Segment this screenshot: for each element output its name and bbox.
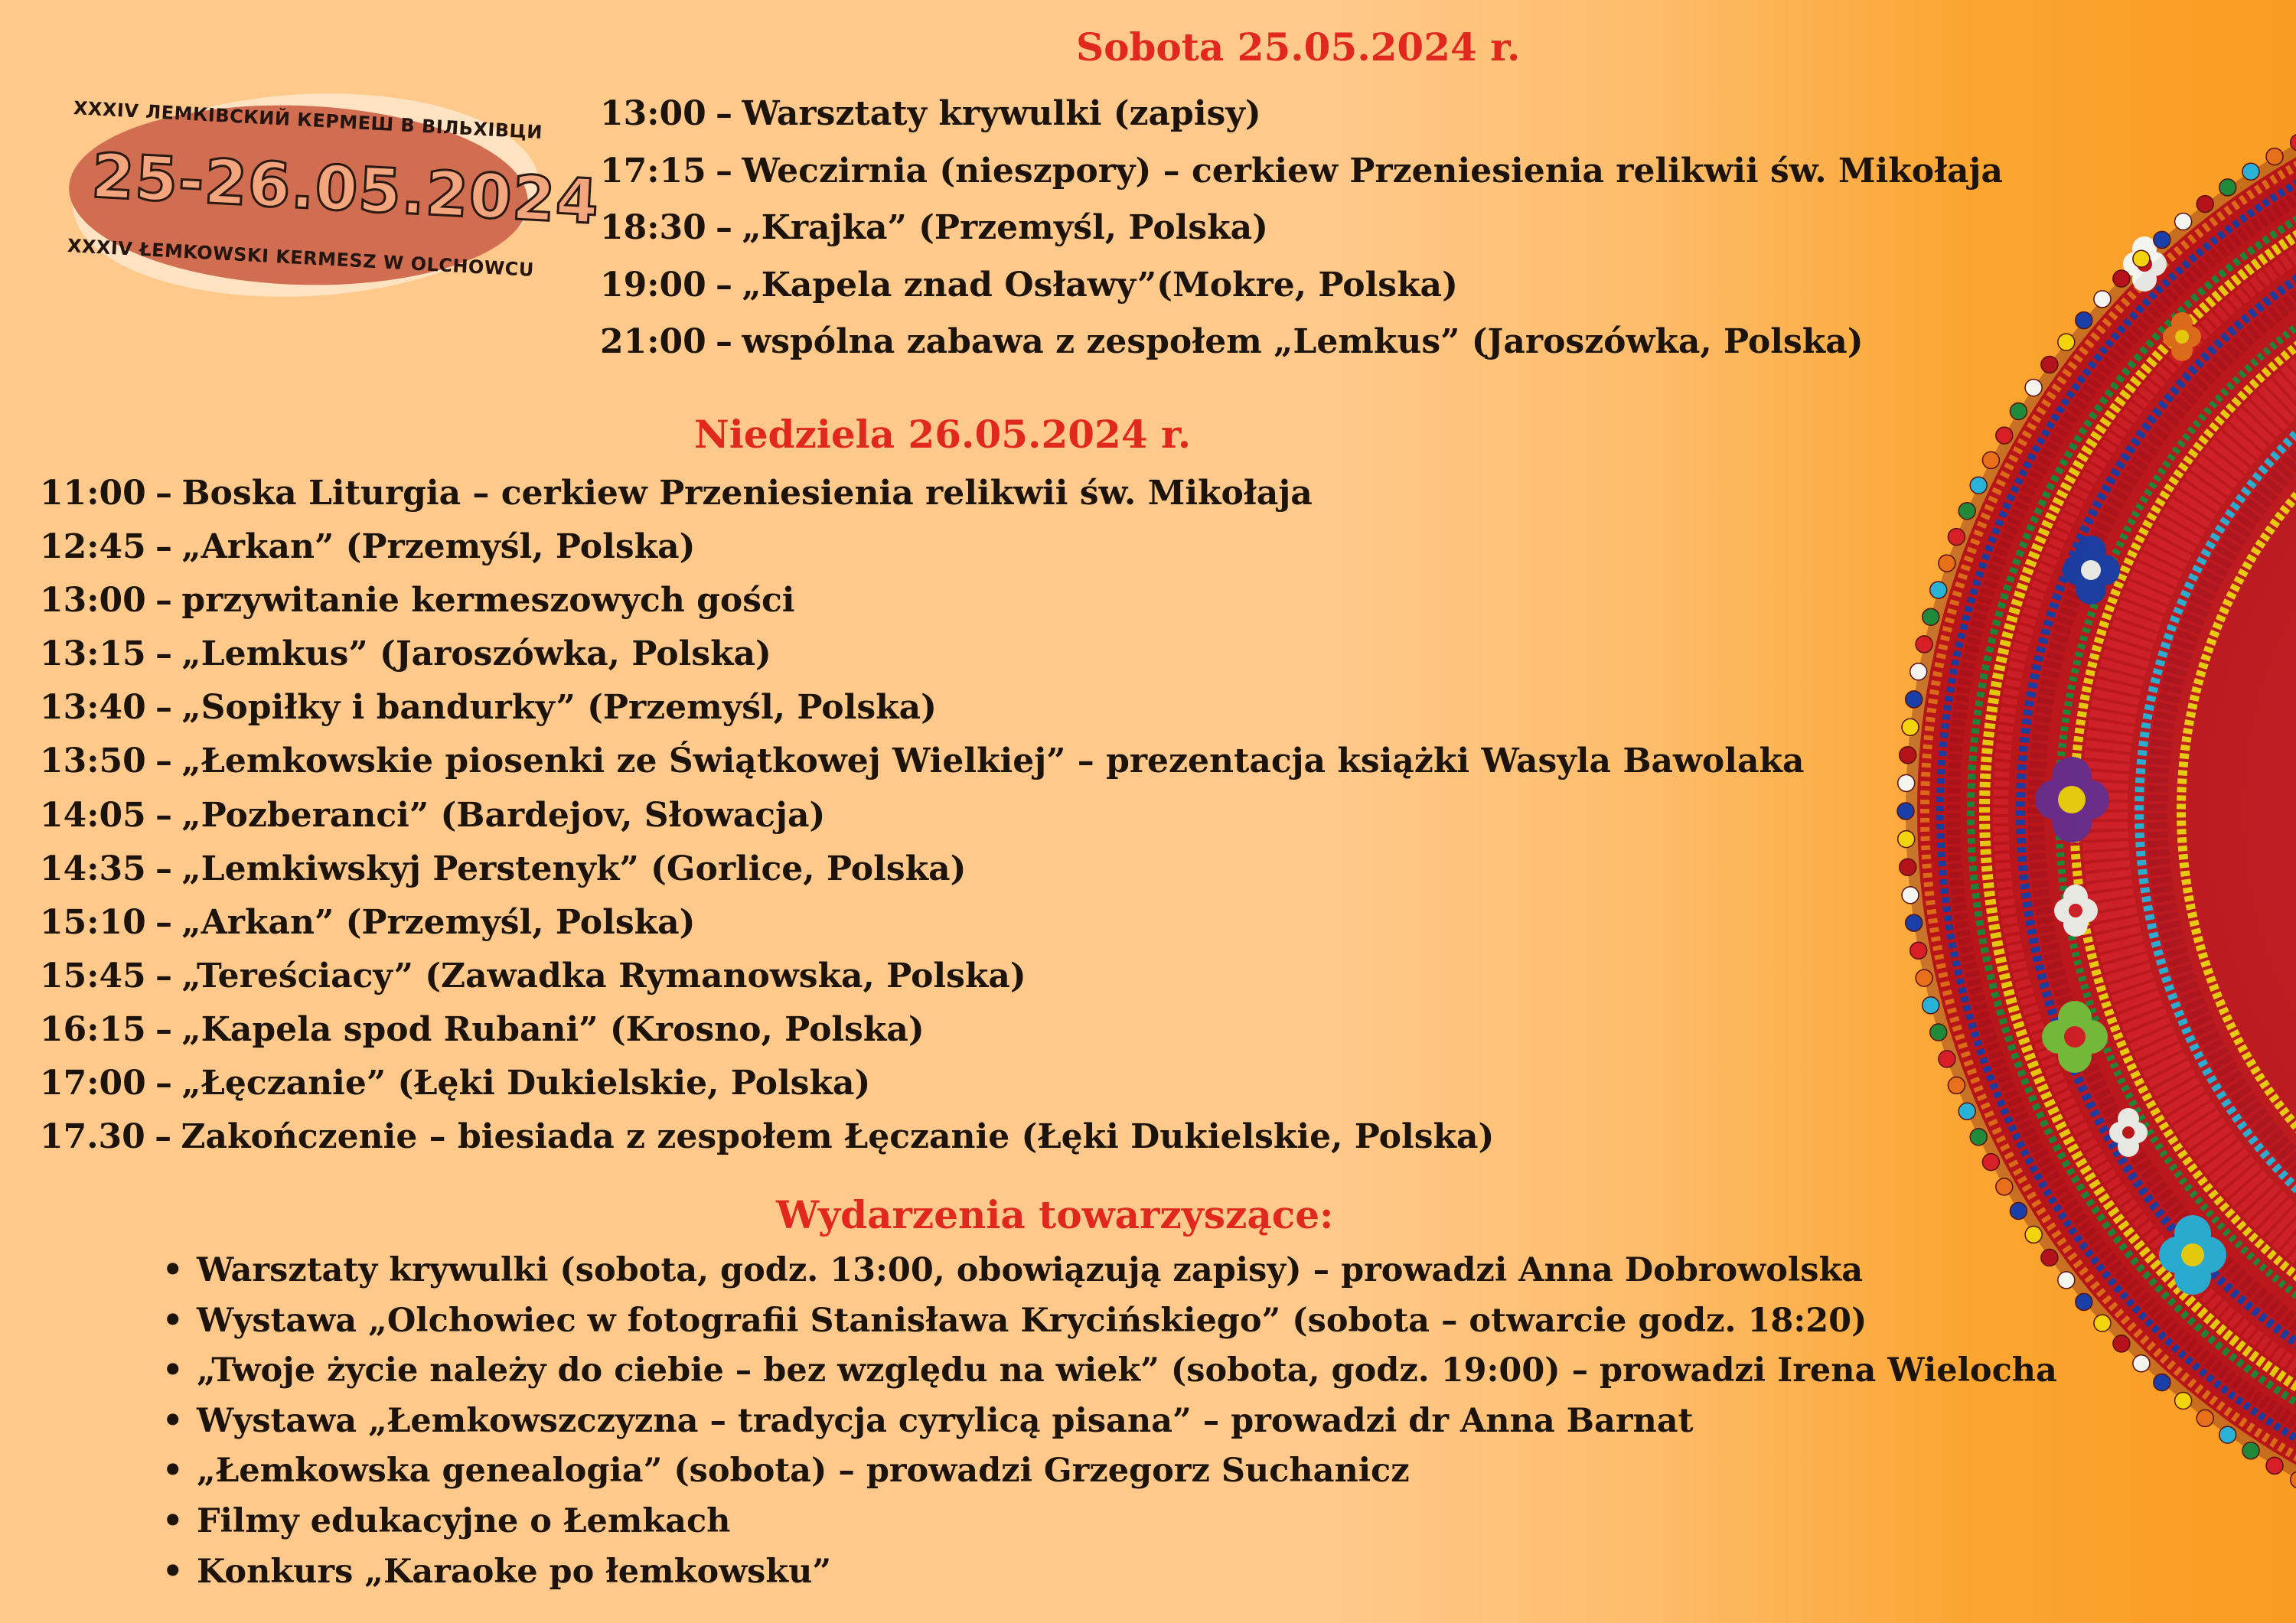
- schedule-text: przywitanie kermeszowych gości: [181, 581, 795, 621]
- schedule-text: Boska Liturgia – cerkiew Przeniesienia relikwii św. Mikołaja: [181, 474, 1313, 513]
- schedule-text: „Kapela znad Osławy”(Mokre, Polska): [742, 265, 1458, 305]
- fringe-bead: [1906, 914, 1923, 931]
- fringe-bead: [2266, 148, 2283, 165]
- schedule-text: „Krajka” (Przemyśl, Polska): [742, 208, 1268, 247]
- logo-line-top: XXXIV ЛЕМКІВСКИЙ КЕРМЕШ В ВІЛЬХІВЦИ: [73, 97, 543, 144]
- dash: –: [716, 208, 733, 247]
- bullet-icon: •: [162, 1301, 184, 1340]
- schedule-time: 13:50: [40, 741, 146, 781]
- schedule-item: [40, 467, 1805, 520]
- fringe-bead: [1970, 477, 1987, 494]
- bullet-icon: •: [162, 1552, 184, 1591]
- fringe-bead: [2133, 1355, 2150, 1372]
- fringe-bead: [2242, 163, 2259, 180]
- schedule-item: [600, 200, 2003, 257]
- schedule-item: [40, 735, 1805, 788]
- schedule-item: [40, 1110, 1805, 1164]
- fringe-bead: [1996, 427, 2013, 444]
- event-item: [162, 1396, 2057, 1447]
- fringe-bead: [2113, 1335, 2130, 1352]
- fringe-bead: [1939, 555, 1955, 572]
- fringe-bead: [2219, 1426, 2236, 1443]
- fringe-bead: [2010, 403, 2027, 420]
- dash: –: [716, 94, 733, 133]
- schedule-time: 13:00: [40, 581, 146, 621]
- event-text: Wystawa „Łemkowszczyzna – tradycja cyrylicą pisana” – prowadzi dr Anna Barnat: [197, 1401, 1694, 1440]
- fringe-bead: [2058, 334, 2075, 350]
- fringe-bead: [2154, 1374, 2170, 1391]
- fringe-bead: [1916, 636, 1932, 653]
- sunday-heading: Niedziela 26.05.2024 r.: [694, 412, 1192, 457]
- schedule-text: „Sopiłky i bandurky” (Przemyśl, Polska): [181, 688, 937, 728]
- schedule-time: 19:00: [600, 265, 706, 305]
- schedule-text: Zakończenie – biesiada z zespołem Łęczanie (Łęki Dukielskie, Polska): [181, 1117, 1495, 1157]
- fringe-bead: [1906, 691, 1923, 708]
- logo-dates: 25-26.05.2024: [90, 140, 602, 238]
- schedule-text: „Arkan” (Przemyśl, Polska): [181, 527, 696, 567]
- fringe-bead: [2113, 270, 2130, 287]
- schedule-item: [40, 1003, 1805, 1057]
- fringe-bead: [1948, 529, 1965, 546]
- event-item: [162, 1446, 2057, 1497]
- dash: –: [155, 741, 173, 781]
- dash: –: [155, 795, 173, 835]
- schedule-text: „Łęczanie” (Łęki Dukielskie, Polska): [181, 1064, 871, 1103]
- events-list: [162, 1246, 2057, 1597]
- schedule-text: Warsztaty krywulki (zapisy): [742, 94, 1261, 133]
- schedule-time: 14:05: [40, 795, 146, 835]
- fringe-bead: [2094, 291, 2111, 308]
- fringe-bead: [1910, 942, 1927, 959]
- fringe-bead: [2154, 231, 2170, 248]
- schedule-time: 13:00: [600, 94, 706, 133]
- schedule-time: 15:10: [40, 902, 146, 942]
- fringe-bead: [2175, 1393, 2192, 1410]
- dash: –: [155, 634, 173, 674]
- schedule-item: [600, 257, 2003, 314]
- sunday-schedule: [40, 467, 1805, 1164]
- fringe-bead: [2058, 1272, 2075, 1289]
- schedule-text: Weczirnia (nieszpory) – cerkiew Przeniesienia relikwii św. Mikołaja: [742, 151, 2003, 191]
- schedule-item: [40, 681, 1805, 735]
- schedule-time: 17:00: [40, 1064, 146, 1103]
- fringe-bead: [2025, 1226, 2042, 1243]
- fringe-bead: [1948, 1077, 1965, 1093]
- fringe-bead: [2133, 250, 2150, 267]
- dash: –: [716, 151, 733, 191]
- schedule-time: 17.30: [40, 1117, 145, 1157]
- schedule-text: wspólna zabawa z zespołem „Lemkus” (Jaroszówka, Polska): [742, 322, 1864, 361]
- fringe-bead: [2242, 1442, 2259, 1459]
- fringe-bead: [1902, 887, 1919, 904]
- schedule-item: [40, 627, 1805, 681]
- event-item: [162, 1296, 2057, 1347]
- fringe-bead: [1923, 608, 1939, 625]
- fringe-bead: [1902, 719, 1919, 735]
- fringe-bead: [1900, 859, 1916, 875]
- dash: –: [155, 956, 173, 996]
- schedule-time: 13:15: [40, 634, 146, 674]
- schedule-item: [600, 314, 2003, 371]
- fringe-bead: [1996, 1178, 2013, 1195]
- schedule-text: „Arkan” (Przemyśl, Polska): [181, 902, 696, 942]
- logo-line-bottom: XXXIV ŁEMKOWSKI KERMESZ W OLCHOWCU: [67, 235, 535, 281]
- schedule-item: [40, 789, 1805, 842]
- schedule-time: 17:15: [600, 151, 706, 191]
- schedule-time: 13:40: [40, 688, 146, 728]
- fringe-bead: [1970, 1129, 1987, 1146]
- dash: –: [155, 1064, 173, 1103]
- fringe-bead: [2076, 1293, 2092, 1310]
- schedule-text: „Tereściacy” (Zawadka Rymanowska, Polska): [181, 956, 1026, 996]
- saturday-heading: Sobota 25.05.2024 r.: [1076, 24, 1521, 70]
- schedule-item: [40, 842, 1805, 896]
- schedule-text: „Pozberanci” (Bardejov, Słowacja): [181, 795, 826, 835]
- schedule-time: 21:00: [600, 322, 706, 361]
- event-item: [162, 1497, 2057, 1547]
- fringe-bead: [2197, 1410, 2213, 1426]
- events-heading: Wydarzenia towarzyszące:: [776, 1192, 1334, 1237]
- schedule-time: 14:35: [40, 849, 146, 888]
- fringe-bead: [2041, 357, 2058, 373]
- event-text: Warsztaty krywulki (sobota, godz. 13:00, obowiązują zapisy) – prowadzi Anna Dobrowolska: [197, 1251, 1864, 1289]
- schedule-text: „Lemkus” (Jaroszówka, Polska): [181, 634, 771, 674]
- fringe-bead: [1897, 803, 1914, 820]
- schedule-text: „Kapela spod Rubani” (Krosno, Polska): [181, 1009, 925, 1049]
- fringe-bead: [2197, 196, 2213, 213]
- dash: –: [155, 1009, 173, 1049]
- dash: –: [155, 902, 173, 942]
- event-text: Konkurs „Karaoke po łemkowsku”: [197, 1552, 832, 1591]
- fringe-bead: [2266, 1457, 2283, 1474]
- fringe-bead: [1958, 503, 1975, 520]
- fringe-bead: [2025, 380, 2042, 396]
- fringe-bead: [2219, 179, 2236, 196]
- dash: –: [716, 265, 733, 305]
- event-logo: [61, 57, 602, 333]
- event-item: [162, 1547, 2057, 1598]
- fringe-bead: [1930, 582, 1947, 598]
- dash: –: [716, 322, 733, 361]
- event-text: „Łemkowska genealogia” (sobota) – prowadzi Grzegorz Suchanicz: [197, 1452, 1410, 1491]
- event-text: „Twoje życie należy do ciebie – bez względu na wiek” (sobota, godz. 19:00) – prowadzi Irena Wielocha: [197, 1351, 2057, 1390]
- schedule-item: [600, 143, 2003, 200]
- bullet-icon: •: [162, 1401, 184, 1440]
- schedule-time: 18:30: [600, 208, 706, 247]
- fringe-bead: [2010, 1203, 2027, 1220]
- fringe-bead: [1916, 970, 1932, 986]
- schedule-item: [40, 574, 1805, 627]
- dash: –: [155, 849, 173, 888]
- schedule-item: [40, 950, 1805, 1003]
- fringe-bead: [1910, 663, 1927, 680]
- bullet-icon: •: [162, 1452, 184, 1491]
- bullet-icon: •: [162, 1351, 184, 1390]
- schedule-time: 12:45: [40, 527, 146, 567]
- schedule-item: [600, 86, 2003, 143]
- dash: –: [155, 1117, 172, 1157]
- fringe-bead: [1982, 451, 1999, 468]
- dash: –: [155, 474, 173, 513]
- schedule-time: 11:00: [40, 474, 146, 513]
- event-item: [162, 1346, 2057, 1396]
- schedule-item: [40, 520, 1805, 574]
- schedule-item: [40, 896, 1805, 950]
- dash: –: [155, 527, 173, 567]
- event-item: [162, 1246, 2057, 1296]
- bullet-icon: •: [162, 1501, 184, 1540]
- dash: –: [155, 688, 173, 728]
- fringe-bead: [1900, 747, 1916, 764]
- fringe-bead: [1958, 1103, 1975, 1119]
- fringe-bead: [2175, 213, 2192, 230]
- fringe-bead: [1923, 997, 1939, 1014]
- bullet-icon: •: [162, 1251, 184, 1289]
- dash: –: [155, 581, 173, 621]
- fringe-bead: [1898, 831, 1915, 848]
- schedule-time: 15:45: [40, 956, 146, 996]
- fringe-bead: [1930, 1024, 1947, 1041]
- fringe-bead: [2076, 312, 2092, 329]
- fringe-bead: [1898, 774, 1915, 791]
- event-text: Wystawa „Olchowiec w fotografii Stanisława Krycińskiego” (sobota – otwarcie godz. 18:20): [197, 1301, 1867, 1340]
- schedule-item: [40, 1057, 1805, 1110]
- schedule-text: „Łemkowskie piosenki ze Świątkowej Wielkiej” – prezentacja książki Wasyla Bawolaka: [181, 741, 1805, 781]
- saturday-schedule: [600, 86, 2003, 371]
- schedule-text: „Lemkiwskyj Perstenyk” (Gorlice, Polska): [181, 849, 967, 888]
- fringe-bead: [1982, 1154, 1999, 1171]
- schedule-time: 16:15: [40, 1009, 146, 1049]
- fringe-bead: [1939, 1051, 1955, 1067]
- fringe-bead: [2094, 1315, 2111, 1331]
- event-text: Filmy edukacyjne o Łemkach: [197, 1501, 731, 1540]
